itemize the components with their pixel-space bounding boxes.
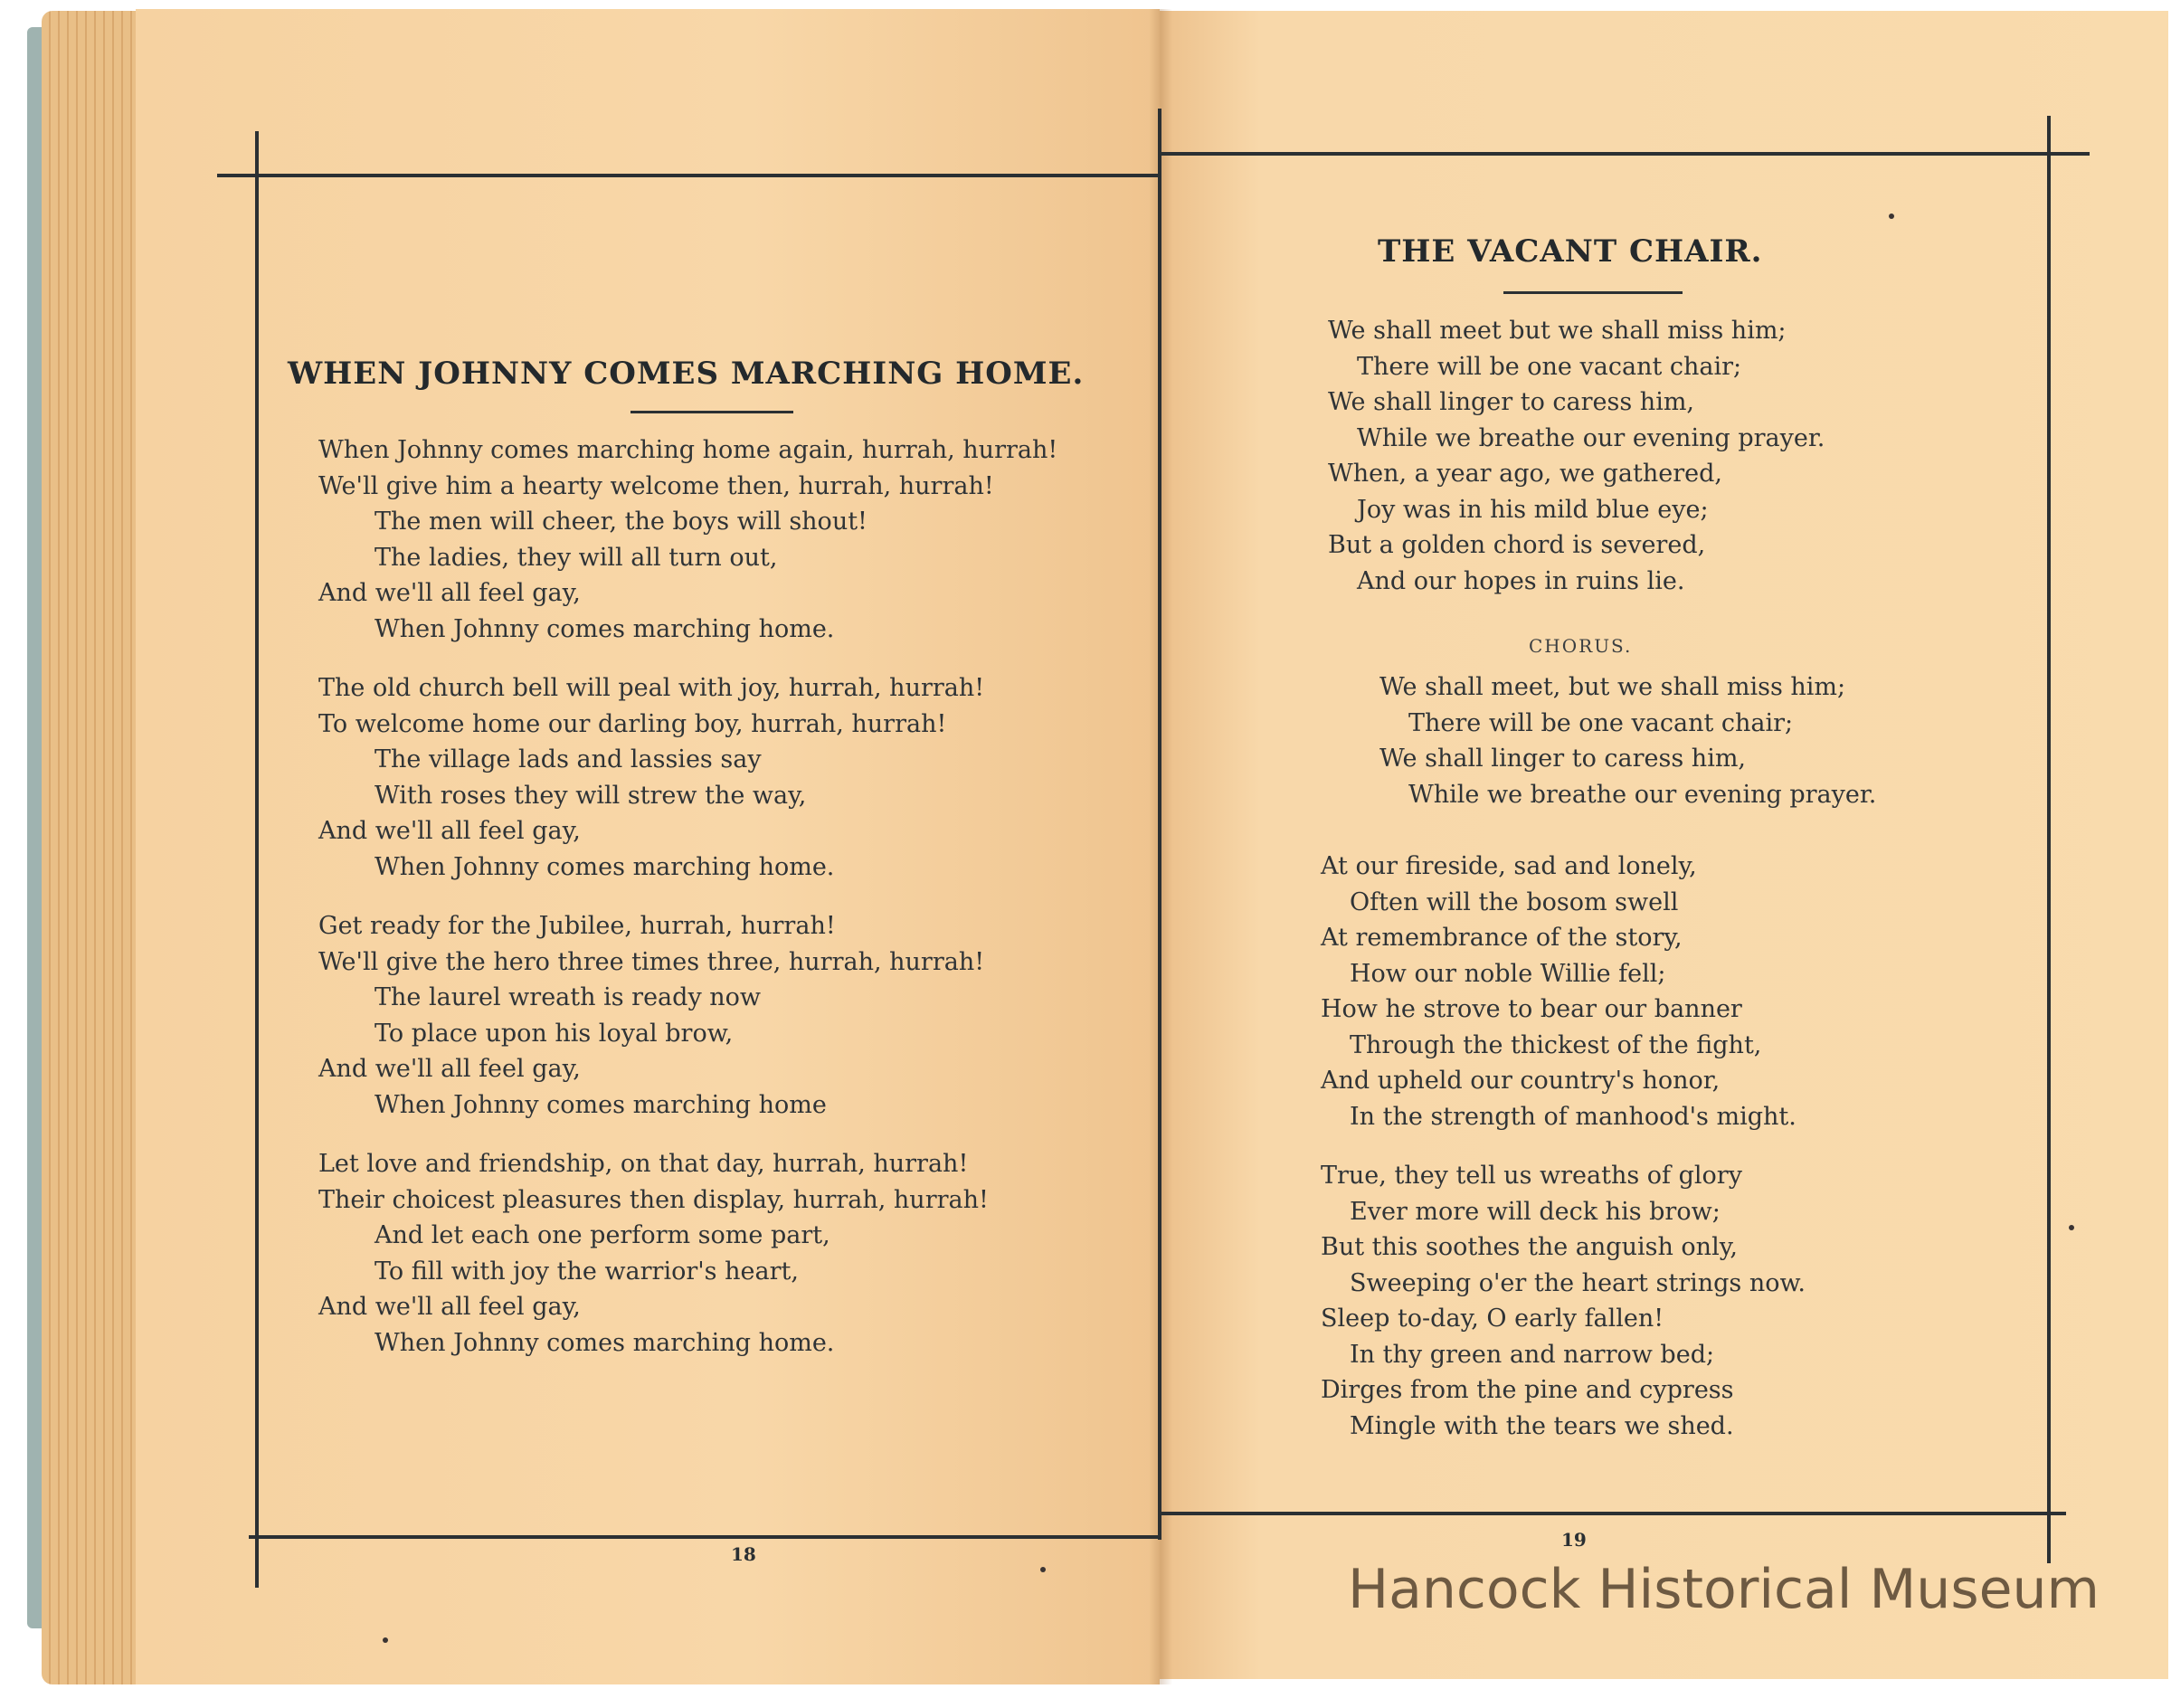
left-title-underline — [630, 411, 793, 413]
lyric-line: Often will the bosom swell — [1350, 887, 1679, 916]
lyric-line: The ladies, they will all turn out, — [374, 543, 778, 572]
lyric-line: But this soothes the anguish only, — [1321, 1233, 1738, 1261]
ink-speck — [1889, 214, 1894, 219]
chorus-lyrics — [1379, 669, 1876, 836]
lyric-line: The old church bell will peal with joy, hurrah, hurrah! — [318, 674, 985, 702]
lyric-line: While we breathe our evening prayer. — [1357, 423, 1825, 452]
left-song-title: WHEN JOHNNY COMES MARCHING HOME. — [288, 356, 1085, 392]
lyric-line: Mingle with the tears we shed. — [1350, 1411, 1734, 1440]
museum-watermark: Hancock Historical Museum — [1348, 1558, 2100, 1621]
lyric-line: And let each one perform some part, — [374, 1221, 830, 1249]
stanza — [1379, 669, 1876, 812]
left-frame-gutter-rule — [1158, 109, 1161, 1540]
stanza — [318, 1146, 1057, 1361]
lyric-line: With roses they will strew the way, — [374, 781, 807, 810]
ink-speck — [1040, 1567, 1046, 1572]
stanza — [1328, 313, 1825, 599]
lyric-line: How he strove to bear our banner — [1321, 995, 1742, 1023]
lyric-line: We shall linger to caress him, — [1379, 745, 1747, 773]
left-frame-bottom-rule — [249, 1535, 1158, 1539]
right-title-underline — [1503, 291, 1683, 294]
left-frame-top-rule — [217, 174, 1158, 177]
right-page-number: 19 — [1561, 1529, 1587, 1551]
lyric-line: When Johnny comes marching home. — [374, 852, 835, 881]
lyric-line: We'll give the hero three times three, hurrah, hurrah! — [318, 947, 985, 976]
lyric-line: When Johnny comes marching home again, hurrah, hurrah! — [318, 436, 1058, 464]
right-frame-bottom-rule — [1161, 1512, 2066, 1515]
left-page-number: 18 — [731, 1543, 756, 1565]
lyric-line: The laurel wreath is ready now — [374, 983, 762, 1011]
lyric-line: We shall linger to caress him, — [1328, 388, 1695, 416]
lyric-line: Sweeping o'er the heart strings now. — [1350, 1268, 1806, 1297]
ink-speck — [383, 1637, 388, 1643]
lyric-line: Joy was in his mild blue eye; — [1357, 495, 1709, 524]
lyric-line: Dirges from the pine and cypress — [1321, 1376, 1734, 1404]
lyric-line: And we'll all feel gay, — [318, 1055, 581, 1083]
lyric-line: True, they tell us wreaths of glory — [1321, 1162, 1742, 1190]
stanza — [318, 670, 1057, 885]
lyric-line: We shall meet but we shall miss him; — [1328, 317, 1787, 345]
right-song-title: THE VACANT CHAIR. — [1378, 233, 1763, 270]
stanza — [1321, 1158, 1806, 1444]
lyric-line: There will be one vacant chair; — [1357, 352, 1742, 381]
lyric-line: Get ready for the Jubilee, hurrah, hurrah! — [318, 912, 836, 940]
lyric-line: To fill with joy the warrior's heart, — [374, 1257, 799, 1286]
stanza — [318, 908, 1057, 1123]
chorus-label: CHORUS. — [1529, 635, 1633, 657]
lyric-line: And we'll all feel gay, — [318, 1293, 581, 1321]
ink-speck — [2069, 1225, 2074, 1230]
lyric-line: When, a year ago, we gathered, — [1328, 460, 1722, 488]
right-first-stanza — [1328, 313, 1825, 622]
lyric-line: When Johnny comes marching home. — [374, 1328, 835, 1357]
lyric-line: And upheld our country's honor, — [1321, 1067, 1721, 1095]
lyric-line: At our fireside, sad and lonely, — [1321, 852, 1697, 880]
lyric-line: To welcome home our darling boy, hurrah, hurrah! — [318, 709, 947, 738]
lyric-line: In thy green and narrow bed; — [1350, 1340, 1715, 1369]
lyric-line: Sleep to-day, O early fallen! — [1321, 1305, 1664, 1333]
lyric-line: There will be one vacant chair; — [1408, 708, 1794, 737]
lyric-line: When Johnny comes marching home — [374, 1090, 827, 1119]
right-frame-right-rule — [2047, 116, 2051, 1563]
lyric-line: While we breathe our evening prayer. — [1408, 780, 1877, 809]
lyric-line: Ever more will deck his brow; — [1350, 1197, 1721, 1226]
lyric-line: We shall meet, but we shall miss him; — [1379, 673, 1846, 701]
left-frame-left-rule — [255, 131, 259, 1588]
left-song-lyrics — [318, 432, 1057, 1384]
lyric-line: And we'll all feel gay, — [318, 579, 581, 607]
lyric-line: Let love and friendship, on that day, hurrah, hurrah! — [318, 1150, 969, 1178]
stanza — [1321, 849, 1806, 1134]
lyric-line: Their choicest pleasures then display, hurrah, hurrah! — [318, 1185, 989, 1214]
right-song-stanzas — [1321, 849, 1806, 1467]
lyric-line: The village lads and lassies say — [374, 745, 762, 773]
lyric-line: Through the thickest of the fight, — [1350, 1030, 1762, 1059]
lyric-line: At remembrance of the story, — [1321, 924, 1683, 952]
right-frame-top-rule — [1161, 152, 2090, 156]
lyric-line: The men will cheer, the boys will shout! — [374, 508, 867, 536]
lyric-line: How our noble Willie fell; — [1350, 959, 1666, 988]
lyric-line: And we'll all feel gay, — [318, 817, 581, 845]
lyric-line: When Johnny comes marching home. — [374, 614, 835, 643]
lyric-line: And our hopes in ruins lie. — [1357, 566, 1685, 595]
lyric-line: But a golden chord is severed, — [1328, 531, 1706, 559]
lyric-line: In the strength of manhood's might. — [1350, 1102, 1797, 1131]
stanza — [318, 432, 1057, 647]
lyric-line: We'll give him a hearty welcome then, hurrah, hurrah! — [318, 471, 994, 500]
lyric-line: To place upon his loyal brow, — [374, 1019, 734, 1048]
